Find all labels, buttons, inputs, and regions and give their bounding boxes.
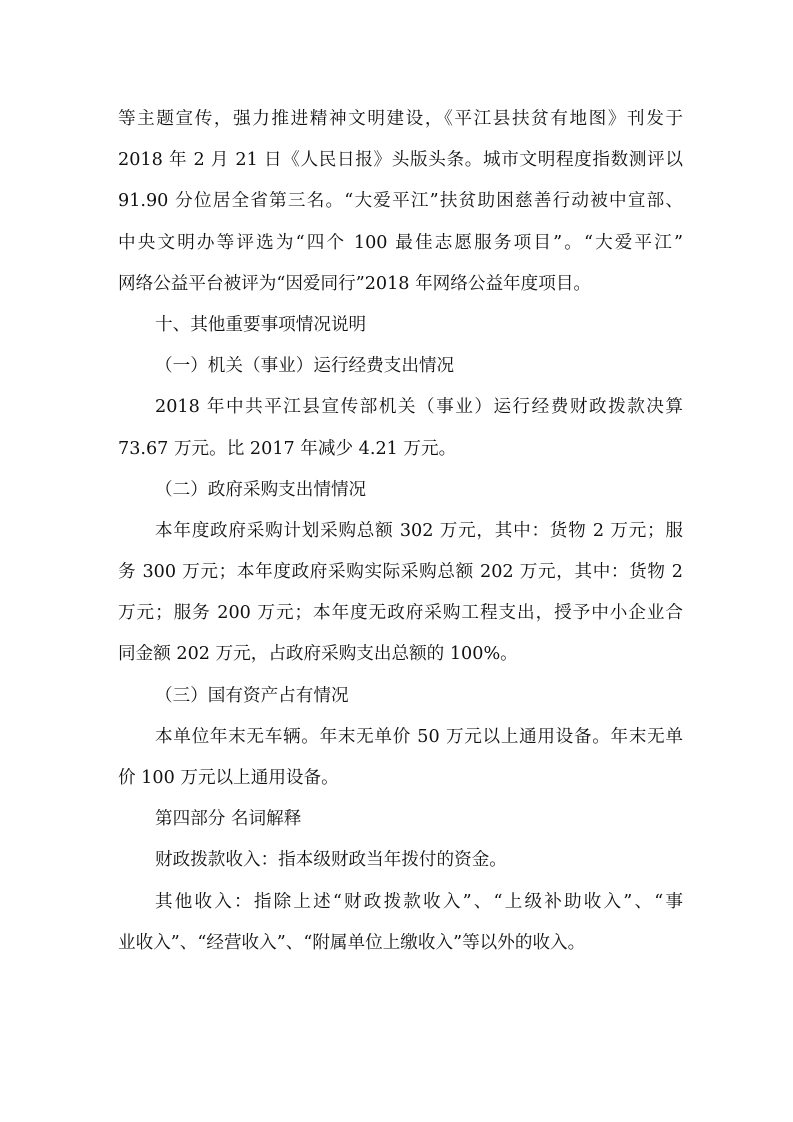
text-line: 万元；服务 200 万元；本年度无政府采购工程支出，授予中小企业合 [118, 603, 683, 624]
paragraph-operating-expenses [118, 387, 683, 469]
section-heading-other-matters: 十、其他重要事项情况说明 [155, 314, 367, 335]
text-line: 73.67 万元。比 2017 年减少 4.21 万元。 [118, 438, 457, 459]
paragraph-state-assets [118, 717, 683, 799]
text-line: 等主题宣传，强力推进精神文明建设，《平江县扶贫有地图》刊发于 [118, 109, 683, 129]
paragraph-government-procurement [118, 511, 683, 676]
part-heading-glossary: 第四部分 名词解释 [155, 809, 302, 830]
text-line: 业收入”、“经营收入”、“附属单位上缴收入”等以外的收入。 [118, 932, 586, 953]
text-line: 同金额 202 万元，占政府采购支出总额的 100%。 [118, 644, 518, 665]
subsection-heading-government-procurement: （二）政府采购支出情情况 [155, 479, 367, 500]
text-line: 其他收入：指除上述“财政拨款收入”、“上级补助收入”、“事 [155, 891, 683, 912]
text-line: 2018 年 2 月 21 日《人民日报》头版头条。城市文明程度指数测评以 [118, 150, 683, 171]
glossary-entry-other-income [118, 882, 683, 964]
text-line: 本年度政府采购计划采购总额 302 万元，其中：货物 2 万元；服 [155, 520, 683, 541]
text-line: 2018 年中共平江县宣传部机关（事业）运行经费财政拨款决算 [155, 397, 683, 418]
text-line: 网络公益平台被评为“因爱同行”2018 年网络公益年度项目。 [118, 273, 592, 294]
text-line: 中央文明办等评选为“四个 100 最佳志愿服务项目”。“大爱平江” [118, 232, 683, 253]
subsection-heading-operating-expenses: （一）机关（事业）运行经费支出情况 [155, 356, 455, 377]
document-body [118, 99, 683, 964]
text-line: 本单位年末无车辆。年末无单价 50 万元以上通用设备。年末无单 [155, 726, 683, 747]
subsection-heading-state-assets: （三）国有资产占有情况 [155, 685, 349, 706]
text-line: 价 100 万元以上通用设备。 [118, 768, 339, 788]
text-line: 91.90 分位居全省第三名。“大爱平江”扶贫助困慈善行动被中宣部、 [118, 191, 683, 212]
text-line: 务 300 万元；本年度政府采购实际采购总额 202 万元，其中：货物 2 [118, 562, 683, 583]
paragraph-publicity-achievements [118, 99, 683, 305]
glossary-entry-fiscal-appropriation: 财政拨款收入：指本级财政当年拨付的资金。 [155, 850, 507, 871]
